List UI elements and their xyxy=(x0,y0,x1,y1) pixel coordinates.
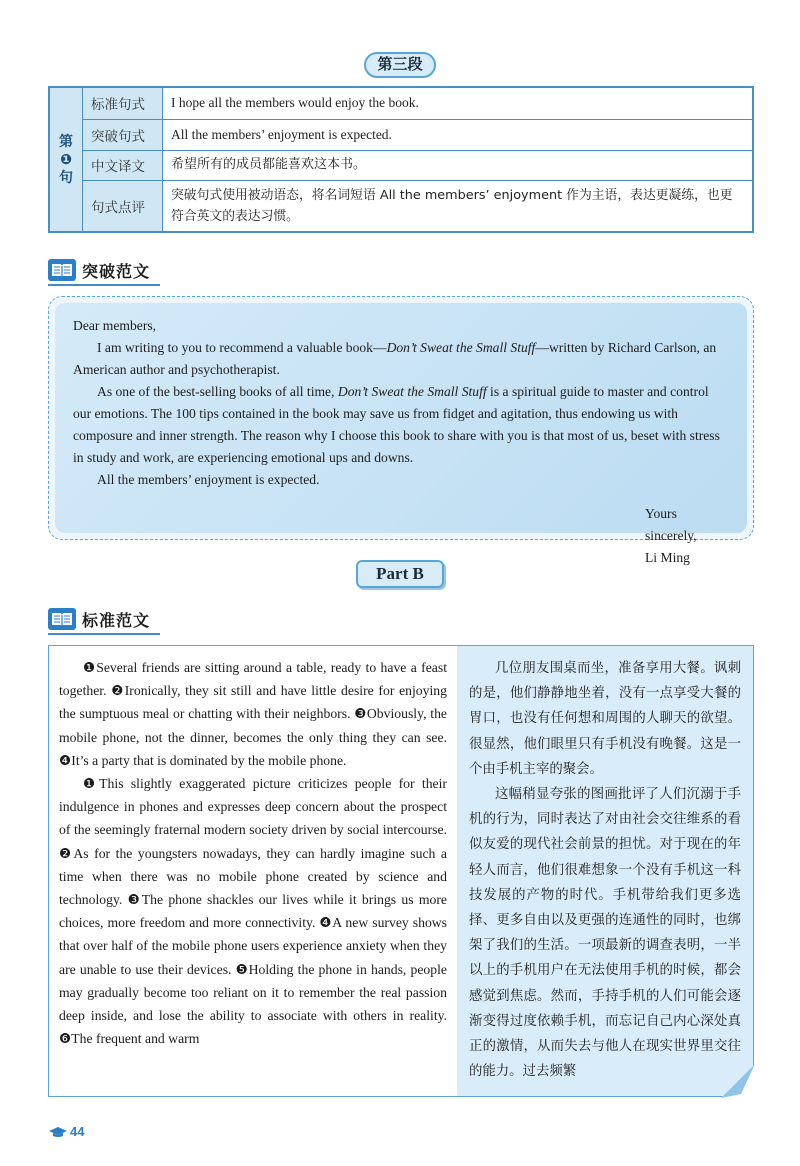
book-title: Don’t Sweat the Small Stuff xyxy=(337,384,487,399)
heading-underline xyxy=(48,284,160,286)
signature: Li Ming xyxy=(645,550,690,565)
text-span: is a spiritual guide to master and control our emotions. The 100 tips contained in the book may save us from fidget and agitation, thus endowing us with composure and inner strength. The reason why I choose this book to share with you is that most of us, beset with stress in study and work, are experiencing emotional ups and downs. xyxy=(73,384,720,465)
side-label: 第❶句 xyxy=(59,133,73,186)
letter-paragraph xyxy=(73,381,729,469)
graduation-cap-icon xyxy=(48,1126,68,1138)
chinese-paragraph: 这幅稍显夸张的图画批评了人们沉溺于手机的行为，同时表达了对由社会交往维系的看似友爱的现代社会前景的担忧。对于现在的年轻人而言，他们很难想象一个没有手机这一科技发展的产物的时代。手机带给我们更多选择、更多自由以及更强的连通性的同时，也绑架了我们的生活。一项最新的调查表明，一半以上的手机用户在无法使用手机的时候，都会感觉到焦虑。然而，手持手机的人们可能会逐渐变得过度依赖手机，而忘记自己内心深处真正的激情，从而失去与他人在现实世界里交往的能力。过去频繁 xyxy=(469,787,741,1080)
heading-text: 标准范文 xyxy=(82,610,151,630)
book-icon xyxy=(48,608,76,630)
page-number-text: 44 xyxy=(70,1124,85,1139)
book-title: Don’t Sweat the Small Stuff xyxy=(386,340,536,355)
letter-panel xyxy=(55,303,747,565)
row-content: All the members’ enjoyment is expected. xyxy=(163,119,754,150)
page-number xyxy=(48,1124,84,1139)
english-paragraph: ❶Several friends are sitting around a table, ready to have a feast together. ❷Ironically, they sit still and have little desire for enjoying the sumptuous meal or chatting with their neighbors. ❸Obviously, the mobile phone, not the dinner, becomes the only thing they can see. ❹It’s a party that is dominated by the mobile phone. xyxy=(59,660,447,768)
table-row xyxy=(49,87,753,119)
row-label: 突破句式 xyxy=(83,119,163,150)
chinese-paragraph: 几位朋友围桌而坐，准备享用大餐。讽刺的是，他们静静地坐着，没有一点享受大餐的胃口，也没有任何想和周围的人聊天的欲望。很显然，他们眼里只有手机没有晚餐。这是一个由手机主宰的聚会。 xyxy=(469,661,741,777)
table-row xyxy=(49,150,753,180)
row-label: 句式点评 xyxy=(83,180,163,232)
letter-paragraph: All the members’ enjoyment is expected. xyxy=(97,472,320,487)
row-content: I hope all the members would enjoy the book. xyxy=(163,87,754,119)
heading-underline xyxy=(48,633,160,635)
greeting: Dear members, xyxy=(73,318,157,333)
text-span: I am writing to you to recommend a valuable book— xyxy=(97,340,387,355)
chinese-column xyxy=(457,646,753,1096)
table-row xyxy=(49,180,753,232)
standard-essay-box xyxy=(48,645,754,1097)
sentence-label xyxy=(49,87,83,232)
part-label: Part B xyxy=(356,560,444,588)
row-label: 标准句式 xyxy=(83,87,163,119)
row-content: 突破句式使用被动语态，将名词短语 All the members’ enjoyment 作为主语，表达更凝练，也更符合英文的表达习惯。 xyxy=(163,180,754,232)
heading-text: 突破范文 xyxy=(82,261,151,281)
table-row xyxy=(49,119,753,150)
page-curl-icon xyxy=(721,1064,755,1098)
sentence-analysis-table xyxy=(48,86,754,233)
closing: Yours sincerely, xyxy=(645,506,697,543)
standard-heading xyxy=(48,607,150,631)
english-column xyxy=(49,646,457,1096)
text-span: As one of the best-selling books of all time, xyxy=(97,384,338,399)
breakthrough-heading xyxy=(48,258,150,282)
row-content: 希望所有的成员都能喜欢这本书。 xyxy=(163,150,754,180)
letter-paragraph xyxy=(73,337,729,381)
breakthrough-essay-box xyxy=(48,296,754,565)
english-paragraph: ❶This slightly exaggerated picture criticizes people for their indulgence in phones and expresses deep concern about the prospect of the seemingly fraternal modern society driven by social intercourse. ❷As for the youngsters nowadays, they can hardly imagine such a time when there was no mobile phone created by science and technology. ❸The phone shackles our lives while it brings us more choices, more freedom and more connectivity. ❹A new survey shows that over half of the mobile phone users experience anxiety when they are unable to use their devices. ❺Holding the phone in hands, people may gradually become too reliant on it to remember the real passion deep inside, and lose the ability to associate with others in reality. ❻The frequent and warm xyxy=(59,776,447,1047)
section-title: 第三段 xyxy=(364,52,436,78)
text-span: —written by Richard Carlson, an American author and psychotherapist. xyxy=(73,340,717,377)
row-label: 中文译文 xyxy=(83,150,163,180)
book-icon xyxy=(48,259,76,281)
